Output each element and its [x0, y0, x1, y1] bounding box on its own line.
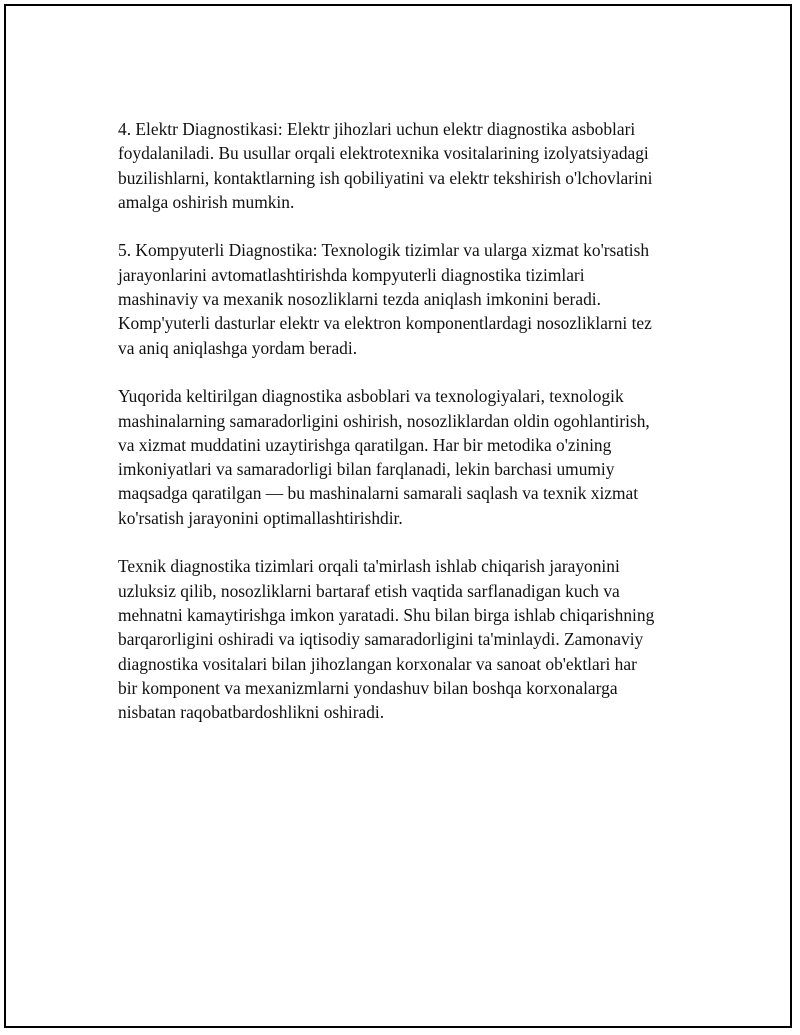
paragraph-line: imkoniyatlari va samaradorligi bilan farqlanadi, lekin barchasi umumiy: [118, 459, 615, 480]
paragraph-line: Texnik diagnostika tizimlari orqali ta'mirlash ishlab chiqarish jarayonini: [118, 556, 620, 577]
paragraph-conclusion: [118, 554, 698, 724]
paragraph-line: Yuqorida keltirilgan diagnostika asboblari va texnologiyalari, texnologik: [118, 386, 624, 407]
paragraph-line: 4. Elektr Diagnostikasi: Elektr jihozlari uchun elektr diagnostika asboblari: [118, 119, 636, 139]
paragraph-line: uzluksiz qilib, nosozliklarni bartaraf etish vaqtida sarflanadigan kuch va: [118, 580, 620, 601]
paragraph-line: barqarorligini oshiradi va iqtisodiy samaradorligini ta'minlaydi. Zamonaviy: [118, 629, 644, 650]
paragraph-line: va aniq aniqlashga yordam beradi.: [118, 337, 358, 358]
paragraph-line: amalga oshirish mumkin.: [118, 191, 295, 212]
paragraph-line: mashinaviy va mexanik nosozliklarni tezda aniqlash imkonini beradi.: [118, 289, 601, 310]
paragraph-line: mehnatni kamaytirishga imkon yaratadi. Shu bilan birga ishlab chiqarishning: [118, 604, 655, 625]
paragraph-line: ko'rsatish jarayonini optimallashtirishdir.: [118, 507, 403, 528]
paragraph-line: mashinalarning samaradorligini oshirish, nosozliklardan oldin ogohlantirish,: [118, 410, 650, 431]
paragraph-computer-diagnostics: [118, 238, 698, 359]
paragraph-line: buzilishlarni, kontaktlarning ish qobiliyatini va elektr tekshirish o'lchovlarini: [118, 167, 653, 188]
paragraph-line: Komp'yuterli dasturlar elektr va elektron komponentlardagi nosozliklarni tez: [118, 313, 652, 334]
paragraph-line: foydalaniladi. Bu usullar orqali elektrotexnika vositalarining izolyatsiyadagi: [118, 143, 649, 164]
document-body: [118, 117, 698, 749]
paragraph-summary: [118, 384, 698, 530]
paragraph-line: bir komponent va mexanizmlarni yondashuv bilan boshqa korxonalarga: [118, 677, 618, 698]
paragraph-line: maqsadga qaratilgan — bu mashinalarni samarali saqlash va texnik xizmat: [118, 483, 639, 504]
paragraph-line: diagnostika vositalari bilan jihozlangan korxonalar va sanoat ob'ektlari har: [118, 653, 637, 674]
paragraph-line: 5. Kompyuterli Diagnostika: Texnologik tizimlar va ularga xizmat ko'rsatish: [118, 240, 650, 261]
paragraph-line: nisbatan raqobatbardoshlikni oshiradi.: [118, 702, 385, 723]
paragraph-line: va xizmat muddatini uzaytirishga qaratilgan. Har bir metodika o'zining: [118, 434, 612, 455]
paragraph-line: jarayonlarini avtomatlashtirishda kompyuterli diagnostika tizimlari: [118, 264, 585, 285]
paragraph-electric-diagnostics: [118, 117, 698, 214]
